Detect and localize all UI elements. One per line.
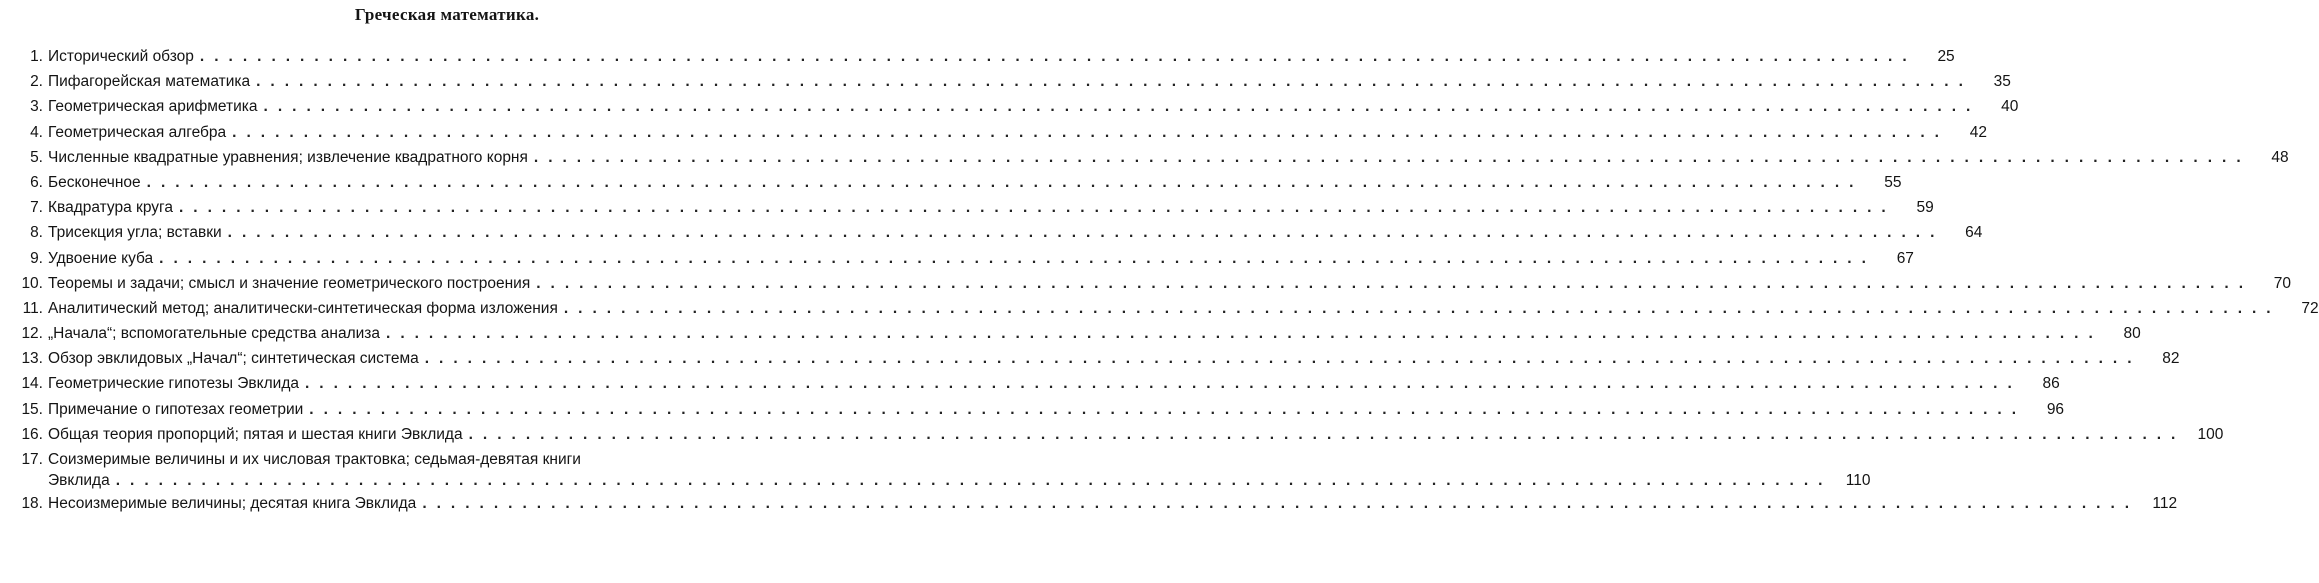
dot-leader: ........................................................................................................................ [424, 350, 2142, 368]
entry-title: Квадратура круга [48, 199, 173, 217]
entry-page-number: 40 [2001, 98, 2019, 116]
dot-leader: ........................................................................................................................ [563, 299, 2281, 317]
dot-leader: ........................................................................................................................ [146, 173, 1864, 191]
entry-page-number: 86 [2042, 375, 2060, 393]
toc-entry [10, 69, 2011, 94]
entry-number: 2. [30, 73, 43, 91]
entry-number: 11. [22, 299, 43, 317]
toc-entry [10, 447, 1871, 491]
entry-title: Пифагорейская математика [48, 73, 251, 91]
toc-entry [10, 422, 2224, 447]
entry-number: 17. [21, 451, 43, 468]
toc-entry [10, 170, 1902, 195]
dot-leader: ........................................................................................................................ [263, 98, 1981, 116]
entry-title: Несоизмеримые величины; десятая книга Эвклида [48, 495, 417, 512]
toc-entry [10, 145, 2289, 170]
entry-page-number: 59 [1916, 199, 1934, 217]
toc-entry [10, 120, 1987, 145]
dot-leader: ........................................................................................................................ [422, 495, 2140, 512]
entry-title: Геометрические гипотезы Эвклида [48, 375, 299, 393]
toc-entry [10, 271, 2292, 296]
entry-page-number: 82 [2162, 350, 2180, 368]
entry-number: 6. [30, 173, 43, 191]
dot-leader: ........................................................................................................................ [305, 375, 2022, 393]
entry-number: 18. [21, 495, 43, 512]
entry-title-continuation: Эвклида [48, 472, 110, 489]
page-title: Греческая математика. [354, 5, 540, 24]
dot-leader: ........................................................................................................................ [227, 224, 1945, 242]
entry-page-number: 67 [1896, 249, 1914, 267]
dot-leader: ........................................................................................................................ [309, 400, 2027, 418]
entry-number: 8. [30, 224, 43, 242]
entry-number: 5. [30, 148, 43, 166]
toc-entry [10, 296, 2319, 321]
toc-entry [10, 346, 2180, 371]
toc-entry [10, 220, 1983, 245]
toc-entry [10, 44, 1955, 69]
entry-number: 13. [21, 350, 43, 368]
entry-number: 9. [30, 249, 43, 267]
entry-number: 7. [30, 199, 43, 217]
entry-title: Примечание о гипотезах геометрии [48, 400, 304, 418]
entry-title: Геометрическая арифметика [48, 98, 258, 116]
entry-page-number: 35 [1993, 73, 2011, 91]
dot-leader: ........................................................................................................................ [256, 73, 1973, 91]
entry-page-number: 25 [1937, 48, 1955, 65]
entry-page-number: 48 [2271, 148, 2289, 166]
table-of-contents [10, 44, 2319, 516]
entry-page-number: 64 [1965, 224, 1983, 242]
entry-title: Соизмеримые величины и их числовая трактовка; седьмая-девятая книги [48, 451, 581, 468]
toc-entry [10, 195, 1934, 220]
entry-page-number: 110 [1845, 472, 1871, 489]
entry-title: Численные квадратные уравнения; извлечение квадратного корня [48, 148, 528, 166]
dot-leader: ........................................................................................................................ [199, 48, 1917, 65]
entry-page-number: 80 [2123, 325, 2141, 343]
entry-title: Аналитический метод; аналитически-синтетическая форма изложения [48, 299, 558, 317]
entry-number: 15. [21, 400, 43, 418]
entry-title: Общая теория пропорций; пятая и шестая книги Эвклида [48, 425, 463, 443]
entry-title: Трисекция угла; вставки [48, 224, 222, 242]
dot-leader: ........................................................................................................................ [232, 123, 1949, 141]
toc-entry [10, 321, 2141, 346]
entry-number: 4. [30, 123, 43, 141]
dot-leader: ........................................................................................................................ [536, 274, 2254, 292]
dot-leader: ........................................................................................................................ [115, 472, 1833, 489]
entry-number: 3. [30, 98, 43, 116]
entry-number: 14. [21, 375, 43, 393]
dot-leader: ........................................................................................................................ [159, 249, 1876, 267]
toc-entry [10, 491, 2178, 516]
entry-page-number: 72 [2301, 299, 2319, 317]
dot-leader: ........................................................................................................................ [468, 425, 2186, 443]
entry-title: Удвоение куба [48, 249, 154, 267]
entry-title: Геометрическая алгебра [48, 123, 227, 141]
entry-title: Исторический обзор [48, 48, 194, 65]
entry-page-number: 70 [2273, 274, 2292, 292]
entry-page-number: 55 [1884, 173, 1902, 191]
entry-title: Бесконечное [48, 173, 141, 191]
entry-number: 1. [30, 48, 43, 65]
entry-page-number: 96 [2046, 400, 2065, 418]
entry-page-number: 100 [2197, 425, 2224, 443]
dot-leader: ........................................................................................................................ [178, 199, 1896, 217]
entry-number: 16. [21, 425, 43, 443]
toc-entry [10, 94, 2019, 119]
dot-leader: ........................................................................................................................ [533, 148, 2251, 166]
entry-number: 12. [21, 325, 43, 343]
toc-entry [10, 246, 1914, 271]
entry-number: 10. [21, 274, 43, 292]
toc-entry [10, 397, 2065, 422]
entry-page-number: 42 [1969, 123, 1987, 141]
entry-page-number: 112 [2152, 495, 2178, 512]
dot-leader: ........................................................................................................................ [386, 325, 2103, 343]
entry-title: Теоремы и задачи; смысл и значение геометрического построения [48, 274, 531, 292]
toc-entry [10, 371, 2060, 396]
entry-title: „Начала“; вспомогательные средства анализа [48, 325, 381, 343]
entry-title: Обзор эвклидовых „Начал“; синтетическая система [48, 350, 419, 368]
